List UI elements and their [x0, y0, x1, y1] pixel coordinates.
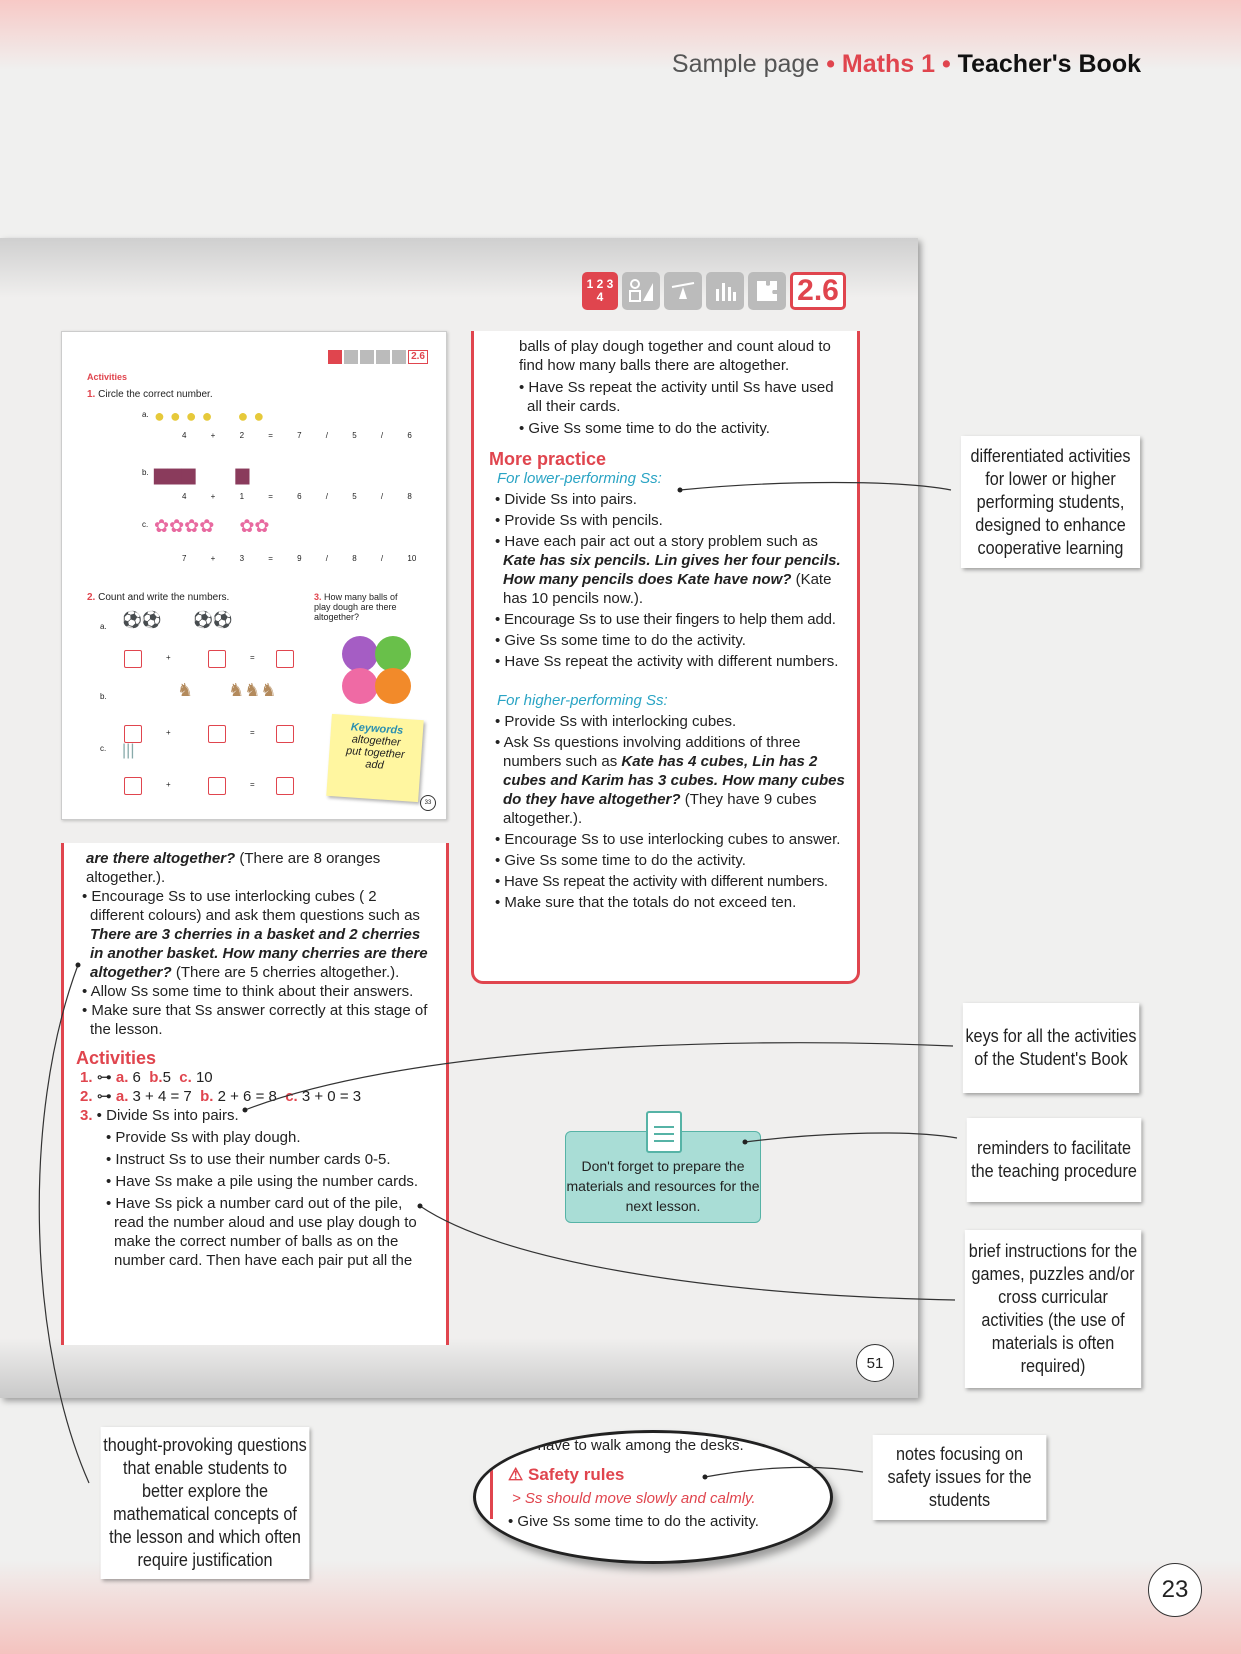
list-item: • Ask Ss questions involving additions of three numbers such as Kate has 4 cubes, Lin has 2 cubes and Karim has 3 cubes. How many cubes do they have altogether? (They have 9 cubes altogether.). — [495, 734, 845, 827]
list-text: Encourage Ss to use interlocking cubes ( 2 different colours) and ask them questions such as — [90, 888, 420, 924]
key-value: 5 — [162, 1069, 171, 1086]
callout-text: reminders to facilitate the teaching procedure — [971, 1138, 1137, 1181]
list-text: Have Ss pick a number card out of the pile, read the number aloud and use play dough to make the correct number of balls as on the number card. Then have each pair put all the — [114, 1195, 417, 1269]
list-item: • Instruct Ss to use their number cards 0-5. — [106, 1151, 391, 1168]
list-text: Provide Ss with play dough. — [115, 1129, 301, 1146]
list-text: Allow Ss some time to think about their answers. — [90, 983, 414, 1000]
list-text: Provide Ss with pencils. — [504, 512, 663, 529]
thumb-plus: + — [166, 728, 171, 737]
reminder-text: Don't forget to prepare the materials and resources for the next lesson. — [566, 1158, 760, 1214]
page-number: 23 — [1148, 1563, 1202, 1617]
list-text: Divide Ss into pairs. — [106, 1107, 239, 1124]
unit-number: 2.6 — [790, 272, 846, 310]
keyword: put together — [345, 744, 406, 762]
question-text: Kate has six pencils. Lin gives her four pencils. How many pencils does Kate have now? — [503, 552, 841, 588]
key-value: 3 + 0 = 3 — [301, 1088, 362, 1105]
header-bullet: • — [941, 50, 951, 78]
list-text: Ask Ss questions involving additions of three numbers such as — [503, 734, 801, 770]
list-item: • Provide Ss with play dough. — [106, 1129, 301, 1146]
key-value: 3 + 4 = 7 — [132, 1088, 192, 1105]
list-item: • Have Ss make a pile using the number cards. — [106, 1173, 419, 1190]
list-item: • Have Ss repeat the activity with different numbers. — [495, 653, 839, 670]
list-item: • Give Ss some time to do the activity. — [508, 1513, 759, 1530]
list-item: • Give Ss some time to do the activity. — [519, 420, 770, 437]
safety-rule: > Ss should move slowly and calmly. — [512, 1490, 756, 1507]
candle-icon: ||| — [122, 742, 135, 759]
keyword: add — [364, 758, 385, 772]
thumb-label: a. — [100, 622, 107, 631]
list-item: • Give Ss some time to do the activity. — [495, 852, 746, 869]
key-label: c. — [285, 1088, 298, 1105]
thumb-plus: + — [166, 780, 171, 789]
callout-text: thought-provoking questions that enable students to better explore the mathematical concepts of the lesson and which often require justification — [103, 1435, 307, 1570]
key-number: 2. — [80, 1088, 93, 1105]
question-text: are there altogether? — [86, 850, 236, 867]
header-book: Teacher's Book — [957, 50, 1141, 78]
key-row: 3. • Divide Ss into pairs. — [80, 1107, 239, 1124]
thumb-q1a: 4 + 2 = 7 / 5 / 6 — [182, 431, 412, 440]
thumb-equals: = — [250, 728, 255, 737]
warning-icon: ⚠ — [508, 1465, 524, 1484]
key-value: 2 + 6 = 8 — [217, 1088, 277, 1105]
flower-icon: ✿✿✿✿ ✿✿ — [154, 516, 270, 536]
thumb-plus: + — [166, 653, 171, 662]
key-icon: ⊶ — [96, 1088, 112, 1105]
list-item: • Allow Ss some time to think about their answers. — [82, 983, 414, 1000]
thumb-label: c. — [142, 520, 149, 529]
mug-icon: ▆▆▆ ▆ — [154, 464, 250, 484]
list-item: • Have Ss pick a number card out of the pile, read the number aloud and use play dough to make the correct number of balls as on the number card. Then have each pair put all the — [106, 1195, 417, 1269]
thumb-q1b: 4 + 1 = 6 / 5 / 8 — [182, 492, 412, 501]
thumb-q-number: 3. — [314, 592, 322, 602]
header-bullet: • — [826, 50, 835, 78]
question-text: Kate has 4 cubes, Lin has 2 cubes and Karim has 3 cubes. How many cubes do they have altogether? — [503, 753, 845, 808]
thumb-label: b. — [100, 692, 107, 701]
list-text: Provide Ss with interlocking cubes. — [504, 713, 737, 730]
ball-icon: ⚽⚽ ⚽⚽ — [122, 612, 233, 629]
list-item: • Give Ss some time to do the activity. — [495, 632, 746, 649]
thumb-activities-heading: Activities — [87, 372, 128, 382]
list-text: Give Ss some time to do the activity. — [517, 1513, 759, 1530]
list-text: Give Ss some time to do the activity. — [504, 852, 746, 869]
higher-performing-heading: For higher-performing Ss: — [497, 692, 668, 709]
callout-text: differentiated activities for lower or higher performing students, designed to enhance cooperative learning — [970, 445, 1131, 558]
thumb-q1c: 7 + 3 = 9 / 8 / 10 — [182, 554, 417, 563]
thumb-unit: 2.6 — [408, 350, 428, 364]
header-sample: Sample page — [671, 50, 820, 78]
thumb-equals: = — [250, 653, 255, 662]
key-label: c. — [179, 1069, 192, 1086]
list-item: • Divide Ss into pairs. — [495, 491, 637, 508]
list-text: Give Ss some time to do the activity. — [504, 632, 746, 649]
list-item: • Have each pair act out a story problem such as Kate has six pencils. Lin gives her four pencils. How many pencils does Kate have now? (Kate has 10 pencils now.). — [495, 533, 841, 607]
thumb-equals: = — [250, 780, 255, 789]
thumb-label: a. — [142, 410, 149, 419]
list-item: • Have Ss repeat the activity until Ss have used all their cards. — [519, 379, 834, 415]
list-item: • Have Ss repeat the activity with different numbers. — [495, 873, 828, 890]
thumb-q1: Circle the correct number. — [98, 389, 213, 400]
list-text: Encourage Ss to use their fingers to help them add. — [504, 611, 836, 628]
thumb-label: b. — [142, 468, 149, 477]
callout-text: keys for all the activities of the Student's Book — [965, 1026, 1137, 1069]
answer-text: (They have 9 cubes altogether.). — [503, 791, 817, 827]
key-value: 6 — [132, 1069, 141, 1086]
answer-text: (Kate has 10 pencils now.). — [503, 571, 832, 607]
list-text: Instruct Ss to use their number cards 0-5. — [115, 1151, 391, 1168]
more-practice-heading: More practice — [489, 449, 607, 469]
list-item: • Make sure that Ss answer correctly at this stage of the lesson. — [82, 1002, 428, 1038]
list-text: balls of play dough together and count aloud to find how many balls there are altogether. — [519, 338, 831, 374]
key-value: 10 — [195, 1069, 213, 1086]
list-text: Make sure that the totals do not exceed ten. — [504, 894, 797, 911]
thumb-page-number: 33 — [420, 795, 436, 811]
list-item: • Provide Ss with interlocking cubes. — [495, 713, 737, 730]
keyword: altogether — [351, 733, 402, 749]
duck-icon: ● ● ● ● ● ● — [154, 406, 265, 426]
keywords-title: Keywords — [350, 721, 404, 737]
thumb-q-number: 1. — [87, 389, 96, 400]
safety-context: Ss have to walk among the desks. — [516, 1437, 744, 1454]
list-text: Encourage Ss to use interlocking cubes to answer. — [504, 831, 841, 848]
thumb-label: c. — [100, 744, 107, 753]
question-text: There are 3 cherries in a basket and 2 cherries in another basket. How many cherries are there altogether? — [90, 926, 428, 981]
key-icon: ⊶ — [96, 1069, 112, 1086]
list-text: Divide Ss into pairs. — [504, 491, 637, 508]
list-item: • Make sure that the totals do not exceed ten. — [495, 894, 797, 911]
thumb-q-number: 2. — [87, 592, 96, 603]
activities-heading: Activities — [76, 1048, 157, 1068]
answer-text: (There are 8 oranges altogether.). — [86, 850, 381, 886]
list-text: Have Ss repeat the activity with different numbers. — [504, 653, 839, 670]
key-label: a. — [115, 1069, 129, 1086]
rabbit-icon: ♞ ♞♞♞ — [177, 680, 277, 700]
safety-title: Safety rules — [527, 1465, 625, 1484]
list-item: • Encourage Ss to use their fingers to help them add. — [495, 611, 836, 628]
list-text: Make sure that Ss answer correctly at this stage of the lesson. — [90, 1002, 428, 1038]
list-text: Have Ss repeat the activity until Ss have used all their cards. — [527, 379, 834, 415]
thumb-q3: How many balls of play dough are there altogether? — [314, 592, 398, 622]
list-text: Have Ss repeat the activity with different numbers. — [504, 873, 828, 890]
inner-page-number: 51 — [856, 1344, 894, 1382]
list-text: Have Ss make a pile using the number cards. — [115, 1173, 419, 1190]
key-label: b. — [149, 1069, 163, 1086]
list-text: Have each pair act out a story problem such as — [504, 533, 818, 550]
list-item: • Encourage Ss to use interlocking cubes ( 2 different colours) and ask them questions such as There are 3 cherries in a basket and 2 cherries in another basket. How many cherries are there altogether? (There are 5 cherries altogether.). — [82, 888, 428, 981]
key-label: a. — [115, 1088, 129, 1105]
list-text: Give Ss some time to do the activity. — [528, 420, 770, 437]
thumb-q2: Count and write the numbers. — [98, 592, 230, 603]
numbers-icon: 1 2 3 4 — [582, 272, 618, 310]
lower-performing-heading: For lower-performing Ss: — [497, 470, 662, 487]
list-item: • Provide Ss with pencils. — [495, 512, 663, 529]
callout-text: brief instructions for the games, puzzles and/or cross curricular activities (the use of materials is often required) — [968, 1241, 1138, 1376]
header-subject: Maths 1 — [841, 50, 935, 78]
answer-text: (There are 5 cherries altogether.). — [171, 964, 400, 981]
key-label: b. — [200, 1088, 214, 1105]
key-number: 1. — [80, 1069, 93, 1086]
list-item: • Encourage Ss to use interlocking cubes to answer. — [495, 831, 841, 848]
callout-text: notes focusing on safety issues for the students — [887, 1444, 1032, 1510]
key-number: 3. — [80, 1107, 93, 1124]
